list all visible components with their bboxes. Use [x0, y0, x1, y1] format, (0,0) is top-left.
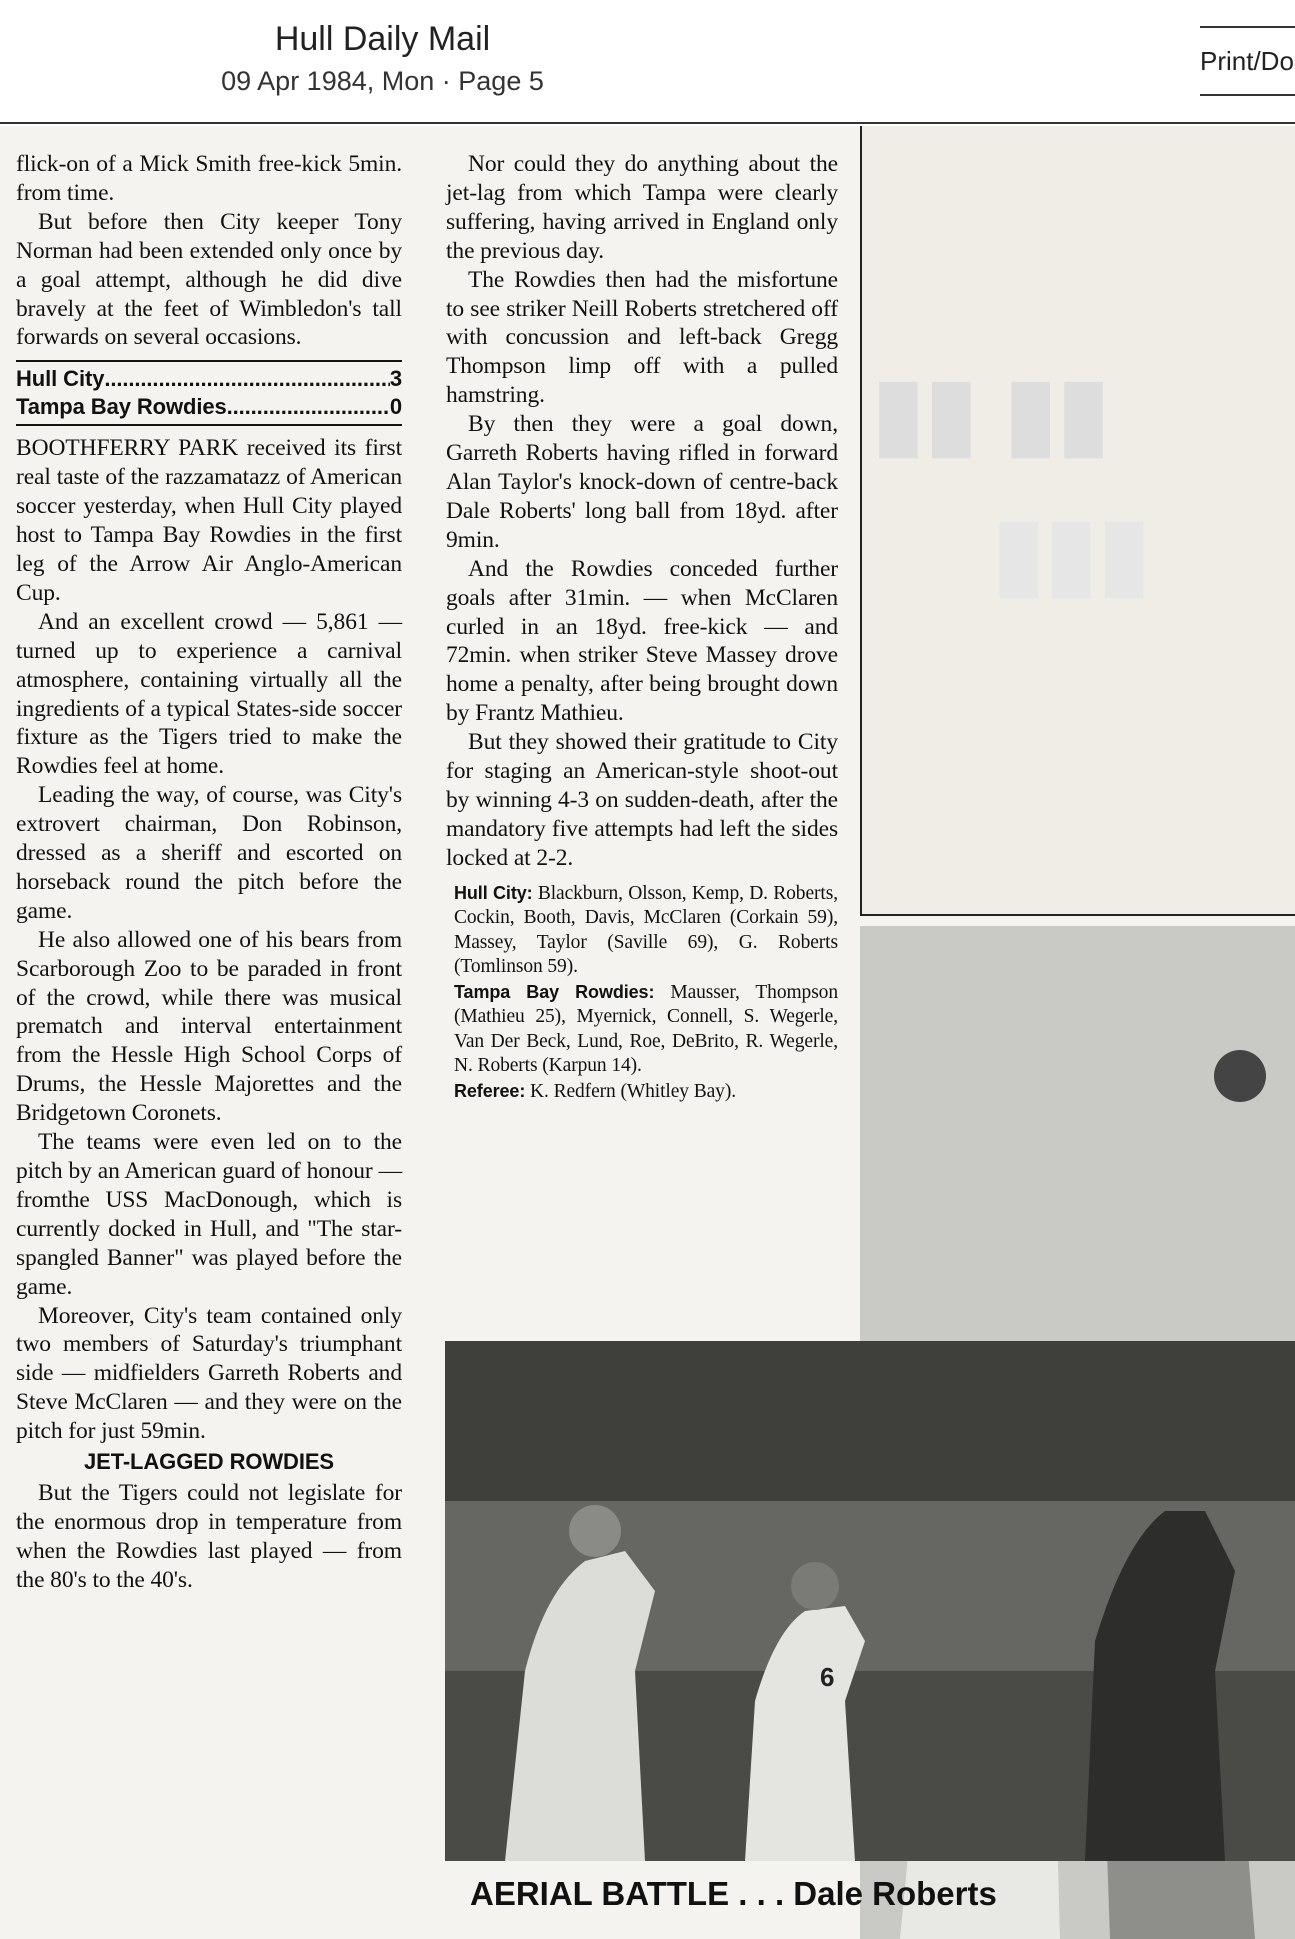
paragraph: But the Tigers could not legislate for the enormous drop in temperature from when the Rowdies last played — from the 80's to the 40's.: [16, 1479, 402, 1593]
faded-ad-lettering: ▮▮▮: [992, 499, 1151, 606]
paragraph: But they showed their gratitude to City for staging an American-style shoot-out by winning 4-3 on sudden-death, after the mandatory five attempts had left the sides locked at 2-2.: [446, 729, 838, 871]
lineup-tampa: [446, 980, 838, 1079]
paragraph: And the Rowdies conceded further goals after 31min. — when McClaren curled in an 18yd. free-kick — and 72min. when striker Steve Massey drove home a penalty, after being brought down by Frantz Mathieu.: [446, 555, 838, 727]
lineup-label: Tampa Bay Rowdies:: [454, 981, 655, 1002]
newspaper-clipping: [0, 126, 1295, 1939]
subheading: JET-LAGGED ROWDIES: [84, 1449, 334, 1475]
score-team: Tampa Bay Rowdies: [16, 394, 227, 420]
article-column-2: [446, 150, 838, 1104]
faded-ad-lettering: ▮▮ ▮▮: [872, 359, 1110, 466]
photo-main-action: [445, 1341, 1295, 1861]
paragraph: flick-on of a Mick Smith free-kick 5min. from time.: [16, 151, 402, 206]
photo-main-illustration: [445, 1341, 1295, 1861]
print-download-button[interactable]: Print/Do: [1200, 26, 1295, 96]
lineup-players: Mausser, Thompson (Mathieu 25), Myernick, Connell, S. Wegerle, Van Der Beck, Lund, Roe, DeBrito, R. Wegerle, N. Roberts (Karpun 14).: [454, 981, 838, 1077]
paragraph: And an excellent crowd — 5,861 — turned up to experience a carnival atmosphere, containing virtually all the ingredients of a typical States-side soccer fixture as the Tigers tried to make the Rowdies feel at home.: [16, 608, 402, 780]
paragraph: By then they were a goal down, Garreth Roberts having rifled in forward Alan Taylor's knock-down of centre-back Dale Roberts' long ball from 18yd. after 9min.: [446, 411, 838, 553]
newspaper-title: Hull Daily Mail: [274, 20, 491, 58]
photo-caption: AERIAL BATTLE . . . Dale Roberts: [470, 1875, 997, 1912]
lineup-referee: [446, 1079, 838, 1105]
team-lineups: [446, 881, 838, 1105]
paragraph: BOOTHFERRY PARK received its first real taste of the razzamatazz of American soccer yesterday, when Hull City played host to Tampa Bay Rowdies in the first leg of the Arrow Air Anglo-American Cup.: [16, 435, 402, 606]
paragraph: But before then City keeper Tony Norman had been extended only once by a goal attempt, although he did dive bravely at the feet of Wimbledon's tall forwards on several occasions.: [16, 208, 402, 351]
score-leader: [227, 393, 390, 421]
lineup-label: Referee:: [454, 1080, 526, 1101]
paragraph: Moreover, City's team contained only two members of Saturday's triumphant side — midfielders Garreth Roberts and Steve McClaren — and they were on the pitch for just 59min.: [16, 1302, 402, 1445]
divider: [16, 424, 402, 426]
ball-icon: [1214, 1050, 1266, 1102]
lineup-hull: [446, 881, 838, 980]
paragraph: Leading the way, of course, was City's extrovert chairman, Don Robinson, dressed as a sheriff and escorted on horseback round the pitch before the game.: [16, 782, 402, 924]
paragraph: He also allowed one of his bears from Scarborough Zoo to be paraded in front of the crowd, while there was musical prematch and interval entertainment from the Hessle High School Corps of Drums, the Hessle Majorettes and the Bridgetown Coronets.: [16, 926, 402, 1127]
score-team: Hull City: [16, 366, 105, 392]
paragraph: Nor could they do anything about the jet-lag from which Tampa were clearly suffering, having arrived in England only the previous day.: [446, 151, 838, 264]
score-line-away: [16, 393, 402, 421]
lineup-players: Blackburn, Olsson, Kemp, D. Roberts, Cockin, Booth, Davis, McClaren (Corkain 59), Massey, Taylor (Saville 69), G. Roberts (Tomlinson 59).: [454, 882, 838, 978]
score-line-home: [16, 365, 402, 393]
adjacent-advert-fragment: [860, 126, 1295, 916]
page-header: [0, 0, 1295, 124]
paragraph: The teams were even led on to the pitch by an American guard of honour — fromthe USS MacDonough, which is currently docked in Hull, and "The star-spangled Banner" was played before the game.: [16, 1129, 402, 1300]
jersey-number: 6: [820, 1662, 835, 1692]
score-goals: 0: [389, 394, 402, 420]
referee-name: K. Redfern (Whitley Bay).: [530, 1080, 737, 1102]
paragraph: The Rowdies then had the misfortune to see striker Neill Roberts stretchered off with concussion and left-back Gregg Thompson limp off with a pulled hamstring.: [446, 266, 838, 409]
score-leader: [104, 365, 390, 393]
score-goals: 3: [389, 366, 402, 392]
article-column-1: [16, 150, 402, 1595]
lineup-label: Hull City:: [454, 882, 533, 903]
issue-date-page: 09 Apr 1984, Mon · Page 5: [221, 66, 544, 96]
divider: [16, 360, 402, 362]
